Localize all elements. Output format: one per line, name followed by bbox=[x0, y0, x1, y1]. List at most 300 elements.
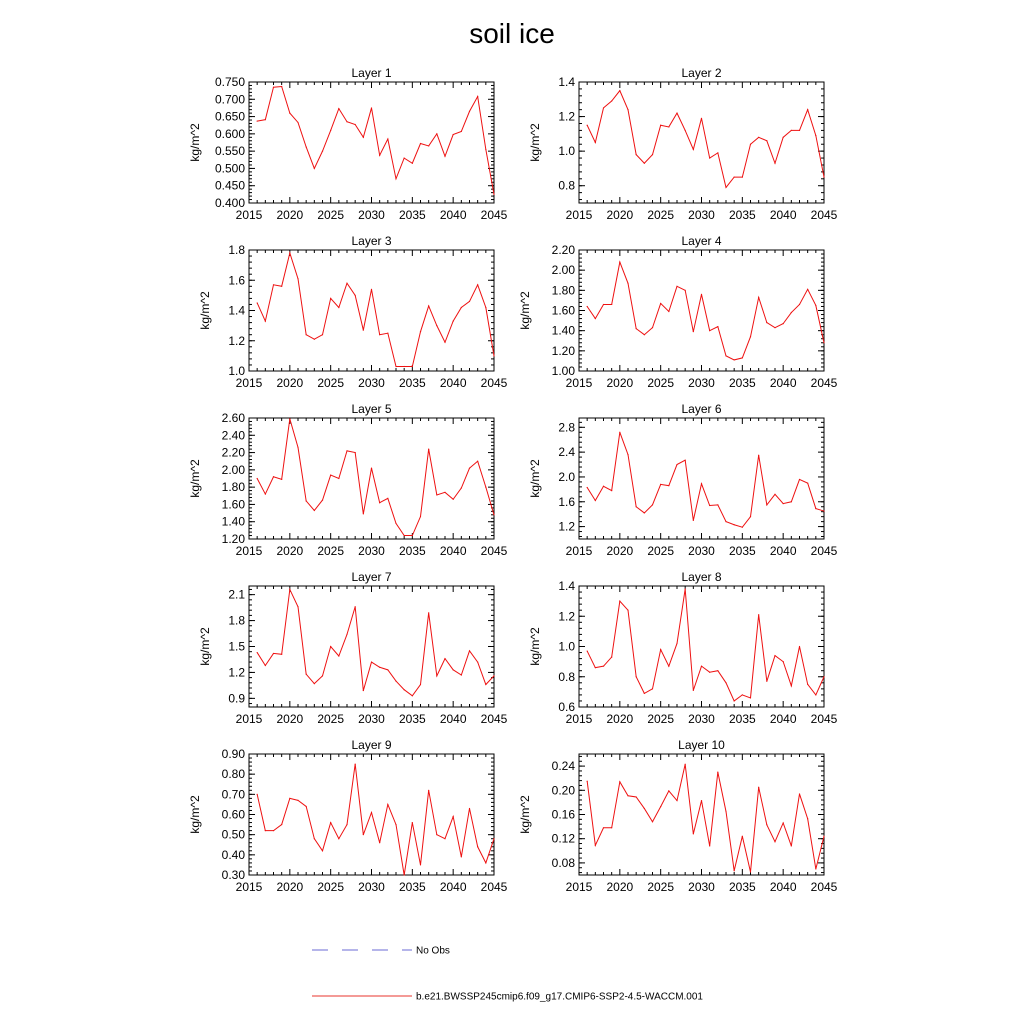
data-point bbox=[493, 514, 494, 515]
y-tick-label: 0.8 bbox=[558, 178, 575, 193]
data-point bbox=[799, 304, 800, 305]
data-point bbox=[652, 688, 653, 689]
data-point bbox=[823, 836, 824, 837]
y-tick-label: 0.600 bbox=[214, 126, 245, 141]
data-point bbox=[627, 795, 628, 796]
data-point bbox=[461, 307, 462, 308]
x-tick-label: 2025 bbox=[317, 880, 345, 894]
data-point bbox=[725, 187, 726, 188]
data-point bbox=[338, 108, 339, 109]
data-point bbox=[660, 125, 661, 126]
panel-layer-8 bbox=[528, 570, 838, 726]
panels-container bbox=[188, 66, 838, 894]
plot-frame bbox=[249, 418, 494, 539]
data-point bbox=[611, 100, 612, 101]
y-tick-label: 1.2 bbox=[558, 109, 575, 124]
data-point bbox=[595, 318, 596, 319]
data-point bbox=[436, 494, 437, 495]
data-point bbox=[265, 830, 266, 831]
data-point bbox=[587, 125, 588, 126]
data-point bbox=[485, 684, 486, 685]
y-tick-label: 1.4 bbox=[558, 75, 575, 89]
data-point bbox=[469, 808, 470, 809]
data-point bbox=[717, 326, 718, 327]
panel-title: Layer 7 bbox=[351, 570, 392, 584]
plot-frame bbox=[579, 250, 824, 371]
data-point bbox=[485, 487, 486, 488]
data-point bbox=[444, 342, 445, 343]
data-point bbox=[428, 145, 429, 146]
data-point bbox=[330, 822, 331, 823]
data-point bbox=[273, 284, 274, 285]
x-tick-label: 2025 bbox=[317, 376, 345, 390]
data-point bbox=[668, 126, 669, 127]
data-point bbox=[297, 122, 298, 123]
x-tick-label: 2045 bbox=[810, 880, 838, 894]
data-point bbox=[734, 524, 735, 525]
data-point bbox=[330, 474, 331, 475]
data-point bbox=[742, 357, 743, 358]
x-tick-label: 2035 bbox=[728, 544, 756, 558]
panel-title: Layer 9 bbox=[351, 738, 392, 752]
data-point bbox=[453, 499, 454, 500]
data-point bbox=[636, 796, 637, 797]
data-point bbox=[297, 606, 298, 607]
data-point bbox=[815, 135, 816, 136]
data-point bbox=[477, 846, 478, 847]
data-point bbox=[693, 690, 694, 691]
data-point bbox=[420, 331, 421, 332]
data-point bbox=[603, 666, 604, 667]
data-point bbox=[725, 682, 726, 683]
x-tick-label: 2030 bbox=[358, 376, 385, 390]
data-point bbox=[660, 649, 661, 650]
x-tick-label: 2040 bbox=[769, 880, 797, 894]
data-point bbox=[774, 494, 775, 495]
data-point bbox=[758, 614, 759, 615]
x-tick-label: 2035 bbox=[398, 544, 426, 558]
x-tick-label: 2035 bbox=[728, 712, 756, 726]
data-point bbox=[734, 700, 735, 701]
panel-layer-5 bbox=[188, 402, 508, 558]
data-point bbox=[636, 328, 637, 329]
data-point bbox=[289, 418, 290, 419]
panel-title: Layer 4 bbox=[681, 234, 722, 248]
panel-layer-7 bbox=[198, 570, 508, 726]
data-point bbox=[709, 157, 710, 158]
data-point bbox=[493, 675, 494, 676]
data-point bbox=[395, 824, 396, 825]
x-tick-label: 2030 bbox=[358, 208, 385, 222]
data-point bbox=[314, 510, 315, 511]
panel-title: Layer 2 bbox=[681, 66, 722, 80]
data-point bbox=[363, 690, 364, 691]
data-point bbox=[750, 144, 751, 145]
data-point bbox=[725, 521, 726, 522]
x-tick-label: 2015 bbox=[565, 208, 593, 222]
x-tick-label: 2025 bbox=[647, 208, 675, 222]
data-point bbox=[477, 661, 478, 662]
data-point bbox=[257, 478, 258, 479]
data-point bbox=[587, 650, 588, 651]
x-tick-label: 2045 bbox=[480, 208, 508, 222]
panel-layer-10 bbox=[518, 738, 838, 894]
data-point bbox=[807, 289, 808, 290]
data-point bbox=[289, 113, 290, 114]
data-point bbox=[668, 666, 669, 667]
y-tick-label: 0.16 bbox=[551, 807, 575, 822]
data-point bbox=[766, 322, 767, 323]
data-point bbox=[436, 834, 437, 835]
series-line bbox=[587, 589, 824, 701]
data-point bbox=[412, 163, 413, 164]
data-point bbox=[750, 871, 751, 872]
y-tick-label: 1.2 bbox=[228, 333, 245, 348]
data-point bbox=[758, 297, 759, 298]
data-point bbox=[783, 503, 784, 504]
data-point bbox=[644, 334, 645, 335]
data-point bbox=[668, 485, 669, 486]
data-point bbox=[701, 666, 702, 667]
data-point bbox=[428, 305, 429, 306]
x-tick-label: 2025 bbox=[647, 712, 675, 726]
data-point bbox=[758, 455, 759, 456]
data-point bbox=[395, 178, 396, 179]
data-point bbox=[379, 334, 380, 335]
data-point bbox=[420, 864, 421, 865]
data-point bbox=[815, 305, 816, 306]
y-tick-label: 0.400 bbox=[214, 196, 245, 210]
data-point bbox=[685, 460, 686, 461]
data-point bbox=[289, 252, 290, 253]
series-line bbox=[587, 262, 824, 360]
data-point bbox=[660, 484, 661, 485]
data-point bbox=[428, 612, 429, 613]
data-point bbox=[273, 476, 274, 477]
x-tick-label: 2040 bbox=[439, 208, 467, 222]
data-point bbox=[371, 661, 372, 662]
data-point bbox=[404, 535, 405, 536]
series-line bbox=[257, 86, 494, 194]
data-point bbox=[461, 674, 462, 675]
data-point bbox=[799, 793, 800, 794]
data-point bbox=[823, 342, 824, 343]
data-point bbox=[676, 286, 677, 287]
data-point bbox=[436, 675, 437, 676]
x-tick-label: 2035 bbox=[728, 376, 756, 390]
y-axis-label: kg/m^2 bbox=[188, 795, 202, 834]
y-tick-label: 2.00 bbox=[551, 263, 575, 278]
data-point bbox=[428, 449, 429, 450]
y-tick-label: 0.500 bbox=[214, 161, 245, 176]
data-point bbox=[314, 339, 315, 340]
y-tick-label: 0.08 bbox=[551, 855, 575, 870]
data-point bbox=[611, 490, 612, 491]
data-point bbox=[603, 486, 604, 487]
plot-frame bbox=[579, 418, 824, 539]
data-point bbox=[595, 667, 596, 668]
data-point bbox=[783, 137, 784, 138]
data-point bbox=[355, 124, 356, 125]
y-tick-label: 2.00 bbox=[221, 462, 245, 477]
data-point bbox=[379, 667, 380, 668]
data-point bbox=[783, 661, 784, 662]
data-point bbox=[469, 468, 470, 469]
data-point bbox=[265, 493, 266, 494]
data-point bbox=[281, 824, 282, 825]
data-point bbox=[791, 685, 792, 686]
data-point bbox=[709, 505, 710, 506]
data-point bbox=[314, 683, 315, 684]
data-point bbox=[379, 842, 380, 843]
data-point bbox=[420, 516, 421, 517]
data-point bbox=[734, 359, 735, 360]
x-tick-label: 2035 bbox=[398, 712, 426, 726]
data-point bbox=[627, 610, 628, 611]
x-tick-label: 2035 bbox=[398, 208, 426, 222]
data-point bbox=[750, 697, 751, 698]
data-point bbox=[412, 366, 413, 367]
data-point bbox=[774, 327, 775, 328]
x-tick-label: 2020 bbox=[606, 208, 634, 222]
data-point bbox=[412, 822, 413, 823]
panel-title: Layer 10 bbox=[678, 738, 725, 752]
data-point bbox=[444, 658, 445, 659]
data-point bbox=[701, 294, 702, 295]
data-point bbox=[595, 845, 596, 846]
data-point bbox=[314, 838, 315, 839]
plot-frame bbox=[249, 586, 494, 707]
data-point bbox=[644, 808, 645, 809]
data-point bbox=[371, 468, 372, 469]
data-point bbox=[774, 841, 775, 842]
x-tick-label: 2015 bbox=[235, 208, 263, 222]
panel-layer-2 bbox=[528, 66, 838, 222]
x-tick-label: 2045 bbox=[480, 376, 508, 390]
data-point bbox=[734, 176, 735, 177]
data-point bbox=[619, 781, 620, 782]
data-point bbox=[469, 111, 470, 112]
y-tick-label: 1.0 bbox=[558, 639, 575, 654]
data-point bbox=[289, 589, 290, 590]
data-point bbox=[823, 176, 824, 177]
panel-title: Layer 8 bbox=[681, 570, 722, 584]
x-tick-label: 2025 bbox=[317, 208, 345, 222]
x-tick-label: 2030 bbox=[358, 544, 385, 558]
y-tick-label: 1.20 bbox=[551, 343, 575, 358]
data-point bbox=[363, 834, 364, 835]
panel-layer-3 bbox=[198, 234, 508, 390]
y-tick-label: 1.80 bbox=[551, 283, 575, 298]
panel-layer-6 bbox=[528, 402, 838, 558]
data-point bbox=[774, 655, 775, 656]
figure-title: soil ice bbox=[469, 18, 555, 49]
data-point bbox=[461, 487, 462, 488]
data-point bbox=[330, 646, 331, 647]
y-axis-label: kg/m^2 bbox=[528, 627, 542, 666]
data-point bbox=[636, 154, 637, 155]
data-point bbox=[346, 450, 347, 451]
x-tick-label: 2020 bbox=[606, 880, 634, 894]
panel-title: Layer 6 bbox=[681, 402, 722, 416]
y-tick-label: 0.50 bbox=[221, 827, 245, 842]
y-axis-label: kg/m^2 bbox=[198, 291, 212, 330]
y-tick-label: 1.0 bbox=[228, 364, 245, 378]
plot-frame bbox=[249, 754, 494, 875]
data-point bbox=[758, 137, 759, 138]
x-tick-label: 2040 bbox=[439, 376, 467, 390]
x-tick-label: 2040 bbox=[439, 880, 467, 894]
data-point bbox=[395, 523, 396, 524]
data-point bbox=[725, 355, 726, 356]
data-point bbox=[453, 669, 454, 670]
data-point bbox=[420, 684, 421, 685]
data-point bbox=[587, 781, 588, 782]
data-point bbox=[436, 325, 437, 326]
x-tick-label: 2030 bbox=[688, 208, 715, 222]
data-point bbox=[363, 513, 364, 514]
y-tick-label: 1.6 bbox=[228, 273, 245, 288]
y-tick-label: 1.2 bbox=[558, 519, 575, 534]
x-tick-label: 2030 bbox=[688, 544, 715, 558]
data-point bbox=[346, 634, 347, 635]
series-line bbox=[257, 589, 494, 695]
y-tick-label: 0.30 bbox=[221, 868, 245, 882]
data-point bbox=[676, 113, 677, 114]
data-point bbox=[395, 366, 396, 367]
data-point bbox=[371, 289, 372, 290]
y-tick-label: 2.4 bbox=[558, 445, 575, 460]
data-point bbox=[676, 464, 677, 465]
y-tick-label: 0.750 bbox=[214, 75, 245, 89]
x-tick-label: 2035 bbox=[398, 880, 426, 894]
data-point bbox=[807, 483, 808, 484]
data-point bbox=[742, 694, 743, 695]
data-point bbox=[379, 155, 380, 156]
data-point bbox=[619, 432, 620, 433]
y-tick-label: 1.6 bbox=[558, 494, 575, 509]
data-point bbox=[273, 653, 274, 654]
data-point bbox=[627, 283, 628, 284]
data-point bbox=[668, 790, 669, 791]
data-point bbox=[725, 811, 726, 812]
y-tick-label: 0.90 bbox=[221, 747, 245, 761]
data-point bbox=[338, 838, 339, 839]
data-point bbox=[330, 130, 331, 131]
data-point bbox=[404, 157, 405, 158]
data-point bbox=[477, 461, 478, 462]
data-point bbox=[469, 301, 470, 302]
data-point bbox=[652, 504, 653, 505]
y-tick-label: 0.450 bbox=[214, 178, 245, 193]
data-point bbox=[453, 816, 454, 817]
data-point bbox=[355, 295, 356, 296]
data-point bbox=[420, 143, 421, 144]
x-tick-label: 2015 bbox=[235, 712, 263, 726]
x-tick-label: 2025 bbox=[647, 376, 675, 390]
data-point bbox=[685, 290, 686, 291]
data-point bbox=[717, 772, 718, 773]
data-point bbox=[652, 154, 653, 155]
data-point bbox=[412, 535, 413, 536]
data-point bbox=[717, 504, 718, 505]
x-tick-label: 2040 bbox=[769, 712, 797, 726]
y-axis-label: kg/m^2 bbox=[198, 627, 212, 666]
data-point bbox=[742, 836, 743, 837]
data-point bbox=[387, 669, 388, 670]
data-point bbox=[306, 806, 307, 807]
data-point bbox=[807, 109, 808, 110]
data-point bbox=[644, 512, 645, 513]
data-point bbox=[355, 606, 356, 607]
x-tick-label: 2025 bbox=[317, 544, 345, 558]
data-point bbox=[701, 800, 702, 801]
data-point bbox=[477, 96, 478, 97]
data-point bbox=[774, 163, 775, 164]
x-tick-label: 2040 bbox=[769, 376, 797, 390]
data-point bbox=[595, 500, 596, 501]
x-tick-label: 2015 bbox=[235, 880, 263, 894]
panel-layer-9 bbox=[188, 738, 508, 894]
data-point bbox=[807, 818, 808, 819]
data-point bbox=[444, 156, 445, 157]
x-tick-label: 2025 bbox=[647, 880, 675, 894]
data-point bbox=[783, 822, 784, 823]
data-point bbox=[257, 302, 258, 303]
y-tick-label: 0.12 bbox=[551, 831, 575, 846]
data-point bbox=[346, 121, 347, 122]
data-point bbox=[493, 355, 494, 356]
x-tick-label: 2020 bbox=[606, 544, 634, 558]
data-point bbox=[330, 298, 331, 299]
y-tick-label: 0.40 bbox=[221, 847, 245, 862]
data-point bbox=[799, 130, 800, 131]
data-point bbox=[791, 312, 792, 313]
data-point bbox=[766, 140, 767, 141]
data-point bbox=[742, 176, 743, 177]
data-point bbox=[611, 304, 612, 305]
data-point bbox=[322, 500, 323, 501]
legend bbox=[312, 946, 703, 1003]
panel-layer-4 bbox=[518, 234, 838, 390]
y-tick-label: 0.650 bbox=[214, 109, 245, 124]
data-point bbox=[461, 856, 462, 857]
y-tick-label: 2.40 bbox=[221, 428, 245, 443]
data-point bbox=[281, 86, 282, 87]
x-tick-label: 2020 bbox=[276, 712, 304, 726]
y-tick-label: 2.20 bbox=[221, 445, 245, 460]
y-axis-label: kg/m^2 bbox=[188, 459, 202, 498]
y-tick-label: 1.40 bbox=[551, 323, 575, 338]
data-point bbox=[322, 151, 323, 152]
data-point bbox=[485, 149, 486, 150]
data-point bbox=[709, 330, 710, 331]
plot-frame bbox=[579, 82, 824, 203]
y-tick-label: 2.60 bbox=[221, 411, 245, 425]
data-point bbox=[815, 694, 816, 695]
data-point bbox=[619, 262, 620, 263]
plot-frame bbox=[579, 586, 824, 707]
x-tick-label: 2040 bbox=[439, 712, 467, 726]
x-tick-label: 2035 bbox=[728, 208, 756, 222]
data-point bbox=[404, 689, 405, 690]
y-tick-label: 0.24 bbox=[551, 759, 575, 774]
data-point bbox=[346, 824, 347, 825]
series-line bbox=[587, 764, 824, 872]
data-point bbox=[338, 655, 339, 656]
data-point bbox=[444, 492, 445, 493]
data-point bbox=[273, 830, 274, 831]
